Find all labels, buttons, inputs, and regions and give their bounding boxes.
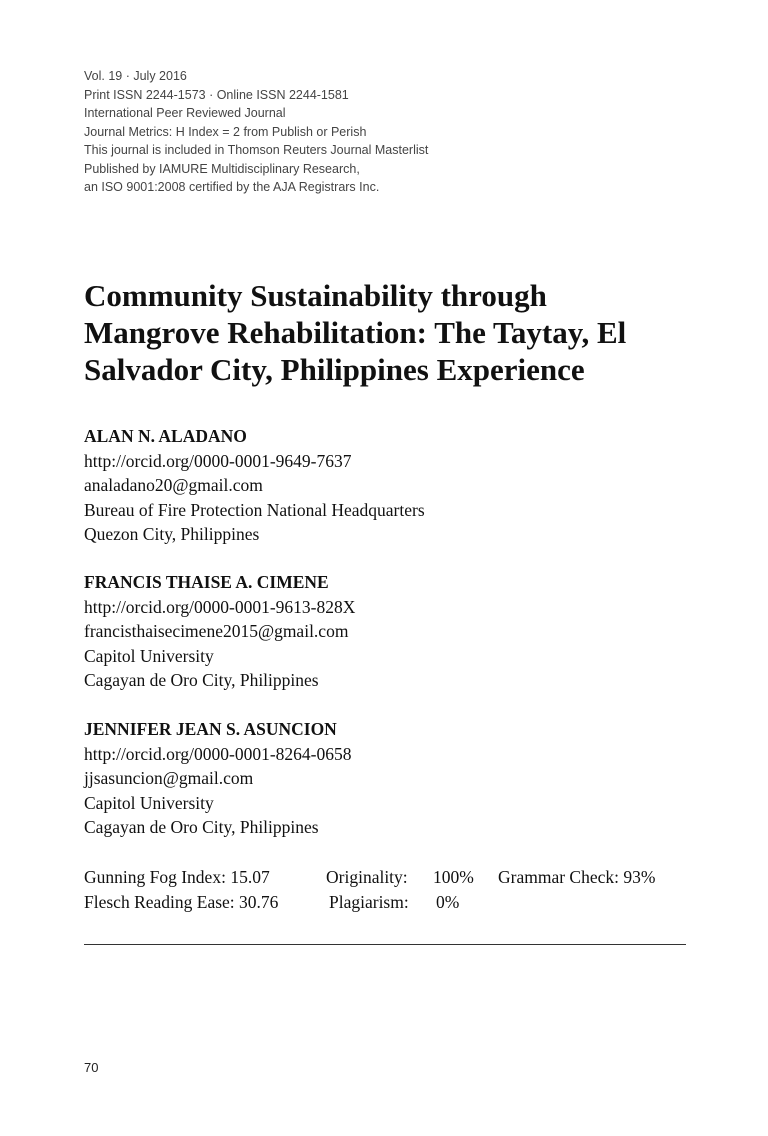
author-block-1 <box>84 424 425 547</box>
author-orcid: http://orcid.org/0000-0001-9649-7637 <box>84 450 352 471</box>
paper-title <box>84 277 684 388</box>
originality-value: 100% <box>433 867 474 887</box>
author-name: JENNIFER JEAN S. ASUNCION <box>84 719 337 739</box>
author-location: Cagayan de Oro City, Philippines <box>84 670 319 690</box>
readability-metrics <box>84 865 684 914</box>
paper-title-line: Salvador City, Philippines Experience <box>84 352 585 387</box>
originality-label: Originality: <box>326 867 408 887</box>
author-affiliation: Capitol University <box>84 792 214 813</box>
author-name: ALAN N. ALADANO <box>84 426 247 446</box>
author-orcid: http://orcid.org/0000-0001-8264-0658 <box>84 743 352 764</box>
journal-volume: Vol. 19 · July 2016 <box>84 69 187 83</box>
author-email: francisthaisecimene2015@gmail.com <box>84 621 349 641</box>
author-name: FRANCIS THAISE A. CIMENE <box>84 572 329 592</box>
journal-header <box>84 67 428 197</box>
page-number: 70 <box>84 1060 99 1075</box>
journal-indexing: This journal is included in Thomson Reuters Journal Masterlist <box>84 143 429 157</box>
flesch-reading-ease: Flesch Reading Ease: 30.76 <box>84 891 279 912</box>
author-email: jjsasuncion@gmail.com <box>84 768 254 788</box>
journal-certification: an ISO 9001:2008 certified by the AJA Registrars Inc. <box>84 180 380 194</box>
author-affiliation: Bureau of Fire Protection National Headquarters <box>84 499 425 520</box>
divider-rule <box>84 944 686 945</box>
author-block-2 <box>84 570 355 693</box>
author-location: Quezon City, Philippines <box>84 524 260 544</box>
gunning-fog-index: Gunning Fog Index: 15.07 <box>84 867 270 887</box>
metrics-row-2 <box>84 890 684 915</box>
author-affiliation: Capitol University <box>84 645 214 666</box>
author-orcid: http://orcid.org/0000-0001-9613-828X <box>84 596 356 617</box>
grammar-check: Grammar Check: 93% <box>498 867 656 887</box>
author-block-3 <box>84 717 352 840</box>
journal-publisher: Published by IAMURE Multidisciplinary Research, <box>84 161 360 176</box>
paper-title-line: Community Sustainability through <box>84 278 547 313</box>
journal-metrics: Journal Metrics: H Index = 2 from Publish or Perish <box>84 124 367 139</box>
author-email: analadano20@gmail.com <box>84 475 263 495</box>
author-location: Cagayan de Oro City, Philippines <box>84 817 319 837</box>
journal-issn: Print ISSN 2244-1573 · Online ISSN 2244-1581 <box>84 87 349 102</box>
plagiarism-label: Plagiarism: <box>329 891 409 912</box>
plagiarism-value: 0% <box>436 891 460 912</box>
paper-title-line: Mangrove Rehabilitation: The Taytay, El <box>84 315 627 350</box>
metrics-row-1 <box>84 865 684 890</box>
journal-review-type: International Peer Reviewed Journal <box>84 106 286 120</box>
